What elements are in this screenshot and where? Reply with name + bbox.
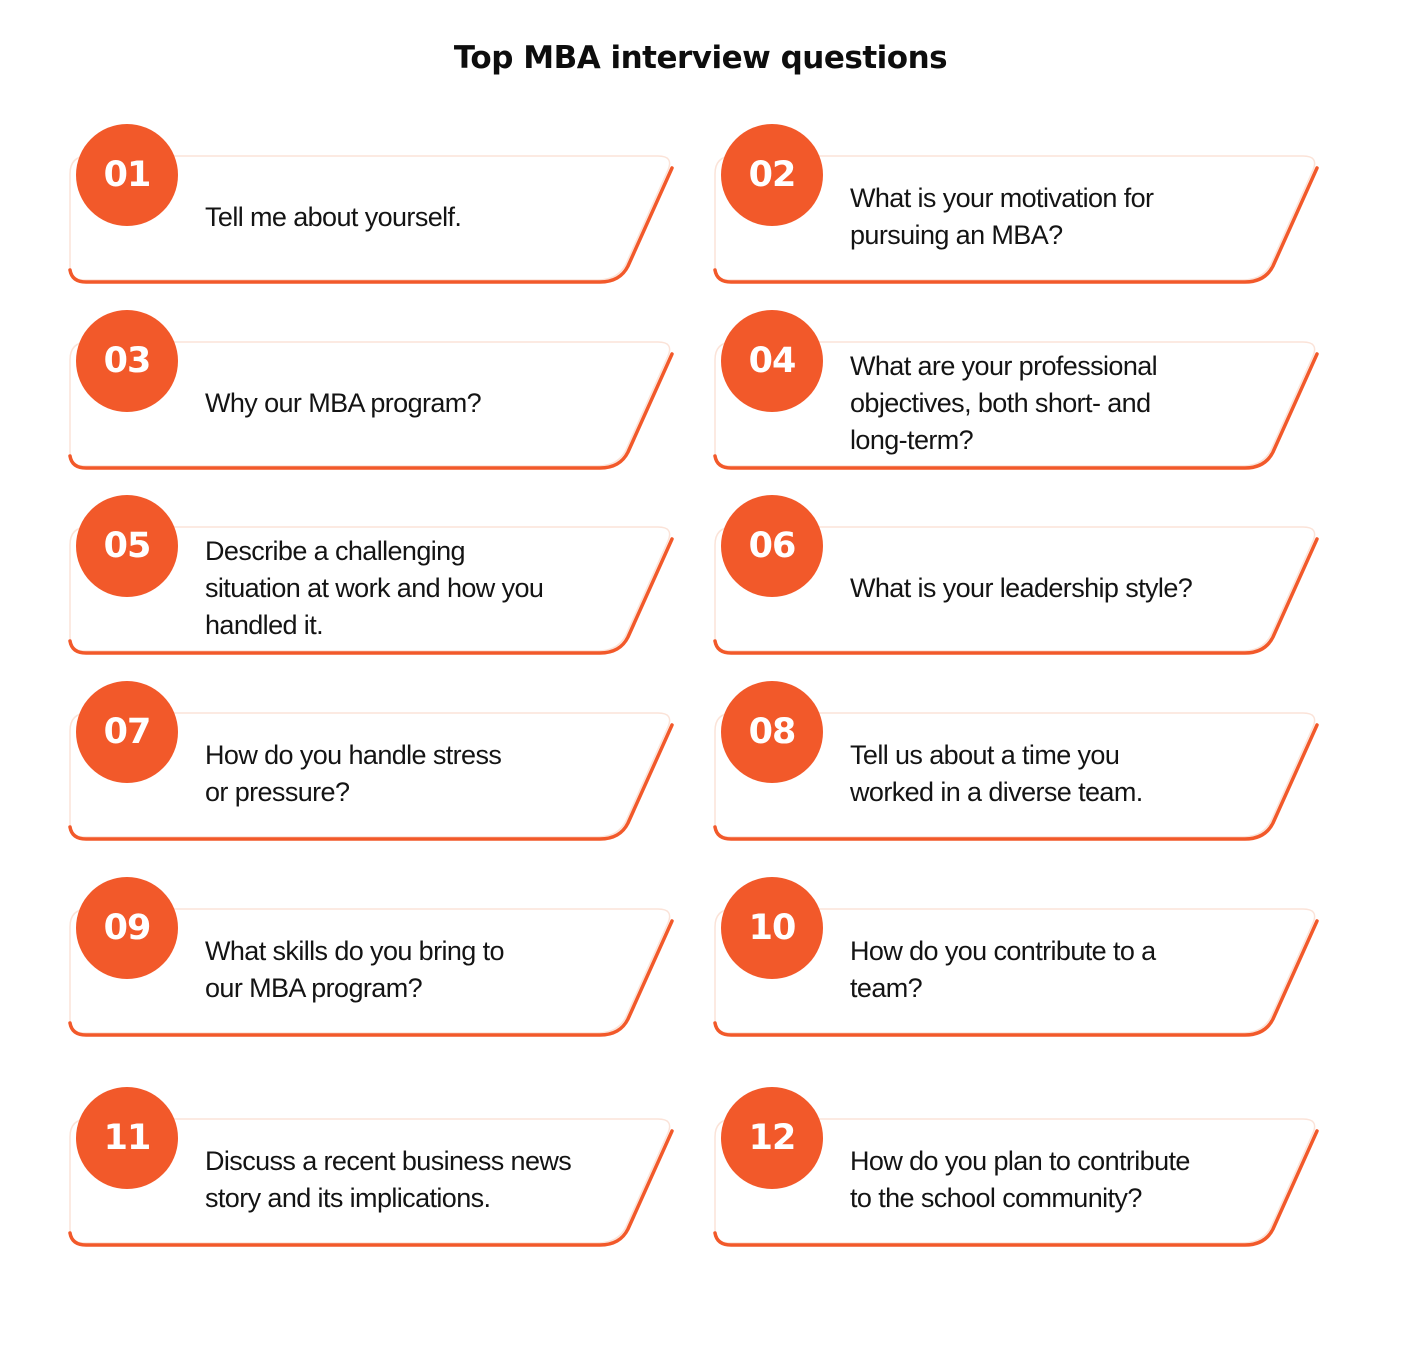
question-card (713, 877, 1323, 1037)
question-text: Tell us about a time you worked in a diverse team. (850, 740, 1143, 807)
question-text: What is your leadership style? (850, 572, 1193, 603)
question-text: How do you handle stress or pressure? (205, 740, 502, 807)
question-number-badge: 03 (76, 310, 178, 412)
question-card (68, 310, 678, 470)
question-text: What is your motivation for pursuing an MBA? (850, 183, 1154, 250)
question-number-badge: 10 (721, 877, 823, 979)
question-card (68, 124, 678, 284)
question-card (68, 495, 678, 655)
page-title: Top MBA interview questions (453, 40, 948, 76)
question-text: How do you contribute to a team? (850, 936, 1156, 1003)
question-card (68, 877, 678, 1037)
question-number-badge: 09 (76, 877, 178, 979)
question-text: How do you plan to contribute to the school community? (850, 1146, 1190, 1213)
question-number-badge: 12 (721, 1087, 823, 1189)
question-number-badge: 11 (76, 1087, 178, 1189)
question-number-badge: 04 (721, 310, 823, 412)
question-card (713, 495, 1323, 655)
question-card (713, 681, 1323, 841)
question-number-badge: 06 (721, 495, 823, 597)
question-number-badge: 01 (76, 124, 178, 226)
question-card (713, 1087, 1323, 1247)
question-number-badge: 02 (721, 124, 823, 226)
question-number-badge: 05 (76, 495, 178, 597)
question-card (68, 1087, 678, 1247)
question-text: What are your professional objectives, both short- and long-term? (850, 350, 1158, 455)
question-text: Describe a challenging situation at work and how you handled it. (205, 535, 544, 640)
question-text: Discuss a recent business news story and its implications. (205, 1146, 572, 1213)
question-text: What skills do you bring to our MBA program? (205, 936, 504, 1003)
question-number-badge: 08 (721, 681, 823, 783)
question-card (713, 310, 1323, 470)
question-card (68, 681, 678, 841)
question-number-badge: 07 (76, 681, 178, 783)
question-text: Tell me about yourself. (205, 201, 462, 232)
question-text: Why our MBA program? (205, 387, 482, 418)
question-card (713, 124, 1323, 284)
